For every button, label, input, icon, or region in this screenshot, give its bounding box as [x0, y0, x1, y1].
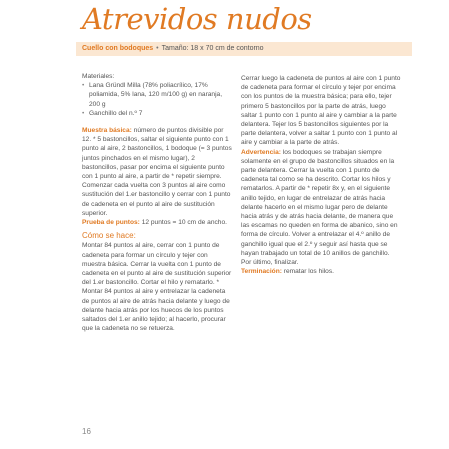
terminacion-text: rematar los hilos. [281, 268, 334, 276]
list-item: • Ganchillo del n.º 7 [82, 109, 232, 118]
advertencia-label: Advertencia: [241, 148, 281, 156]
prueba-text: 12 puntos = 10 cm de ancho. [139, 219, 227, 227]
left-column [82, 72, 232, 333]
terminacion-paragraph [241, 267, 401, 276]
materials-list [82, 81, 232, 118]
prueba-label: Prueba de puntos: [82, 219, 140, 227]
page-number: 16 [82, 427, 91, 436]
advertencia-paragraph [241, 148, 401, 268]
muestra-label: Muestra básica: [82, 127, 132, 135]
right-column [241, 74, 401, 276]
muestra-paragraph [82, 126, 232, 218]
como-heading: Cómo se hace: [82, 231, 136, 241]
right-paragraph-1: Cerrar luego la cadeneta de puntos al aire con 1 punto de cadeneta para formar el círculo y tejer por encima con los puntos de la muestra básica; para ello, tejer primero 5 bastoncillos por la parte de atrás, luego saltar 1 punto con 1 punto al aire y cambiar a la parte delantera. Tejer los 5 bastoncillos siguientes por la parte delantera, volver a saltar 1 punto con 1 punto al aire y cambiar a la parte de atrás. [241, 75, 401, 147]
page-title: Atrevidos nudos [82, 2, 312, 36]
pattern-size: Tamaño: 18 x 70 cm de contorno [161, 45, 264, 52]
materials-section [82, 72, 232, 118]
bullet-separator: • [156, 45, 159, 52]
como-text: Montar 84 puntos al aire, cerrar con 1 punto de cadeneta para formar un círculo y tejer con muestra básica. Cerrar la vuelta con 1 punto de cadeneta en el punto al aire de sustitución superior del 1.er bastoncillo. Cortar el hilo y rematarlo. * Montar 84 puntos al aire y entrelazar la cadeneta de puntos al aire de atrás hacia delante y luego de delante hacia atrás por los huecos de los puntos saltados del 1.er anillo tejido; al hacerlo, procurar que la cadeneta no se retuerza. [82, 242, 232, 333]
materials-heading: Materiales: [82, 73, 115, 80]
muestra-text: número de puntos divisible por 12. * 5 bastoncillos, saltar el siguiente punto con 1 punto al aire, 2 bastoncillos, 1 bodoque (= 3 puntos juntos pinchados en el mismo lugar), 2 bastoncillos, pasar por encima el siguiente punto con 1 punto al aire, a partir de * repetir siempre. Comenzar cada vuelta con 3 puntos al aire como sustitución del 1.er bastoncillo y cerrar con 1 punto de cadeneta en el punto al aire de sustitución superior. [82, 127, 232, 217]
advertencia-text: los bodoques se trabajan siempre solamente en el grupo de bastoncillos situados en la parte delantera. Cerrar la vuelta con 1 punto de cadeneta tal como se ha descrito. Cortar los hilos y rematarlos. A partir de * repetir 8x y, en el siguiente anillo tejido, en lugar de entrelazar de atrás hacia delante hacerlo en el mismo lugar pero de delante hacia atrás y de atrás hacia delante, de manera que las escamas no queden en forma de abanico, sino en forma de círculo. Volver a entrelazar el 4.º anillo de ganchillo igual que el 2.º y seguir así hasta que se hayan trabajado un total de 10 anillos de ganchillo. Por último, finalizar. [241, 148, 398, 267]
list-item: • Lana Gründl Milla (78% poliacrílico, 17% poliamida, 5% lana, 120 m/100 g) en naranja, 200 g [82, 81, 232, 109]
prueba-paragraph [82, 218, 232, 227]
pattern-header-bar [76, 42, 412, 56]
pattern-name: Cuello con bodoques [82, 45, 154, 52]
terminacion-label: Terminación: [241, 268, 282, 276]
